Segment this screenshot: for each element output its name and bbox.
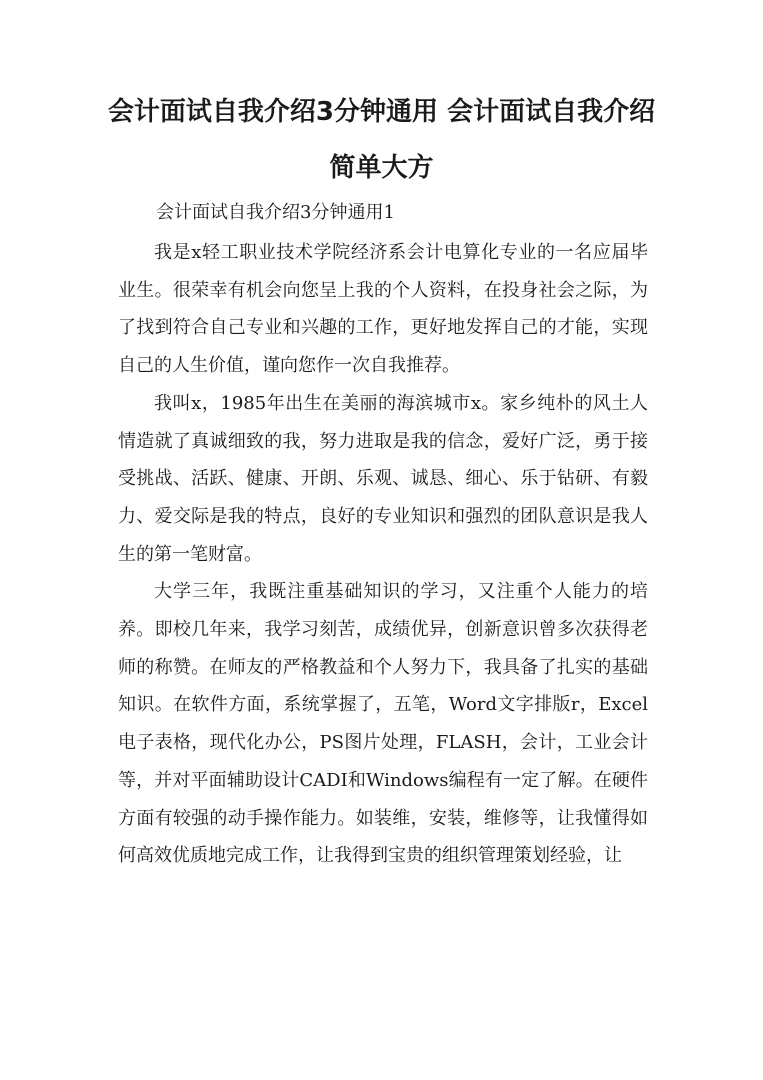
paragraph-intro: 我是x轻工职业技术学院经济系会计电算化专业的一名应届毕业生。很荣幸有机会向您呈上我的个人资料，在投身社会之际，为了找到符合自己专业和兴趣的工作，更好地发挥自己的才能，实现自己的人生价值，谨向您作一次自我推荐。	[118, 242, 648, 377]
section-heading: 会计面试自我介绍3分钟通用1	[156, 202, 395, 223]
paragraph-background: 我叫x，1985年出生在美丽的海滨城市x。家乡纯朴的风土人情造就了真诚细致的我，努力进取是我的信念，爱好广泛，勇于接受挑战、活跃、健康、开朗、乐观、诚恳、细心、乐于钻研、有毅力、爱交际是我的特点，良好的专业知识和强烈的团队意识是我人生的第一笔财富。	[118, 392, 648, 565]
document-title: 会计面试自我介绍3分钟通用 会计面试自我介绍简单大方	[107, 97, 656, 183]
document-body	[118, 234, 648, 875]
paragraph-education: 大学三年，我既注重基础知识的学习，又注重个人能力的培养。即校几年来，我学习刻苦，成绩优异，创新意识曾多次获得老师的称赞。在师友的严格教益和个人努力下，我具备了扎实的基础知识。在软件方面，系统掌握了，五笔，Word文字排版r，Excel电子表格，现代化办公，PS图片处理，FLASH，会计，工业会计等，并对平面辅助设计CADI和Windows编程有一定了解。在硬件方面有较强的动手操作能力。如装维，安装，维修等，让我懂得如何高效优质地完成工作，让我得到宝贵的组织管理策划经验，让	[118, 581, 648, 867]
